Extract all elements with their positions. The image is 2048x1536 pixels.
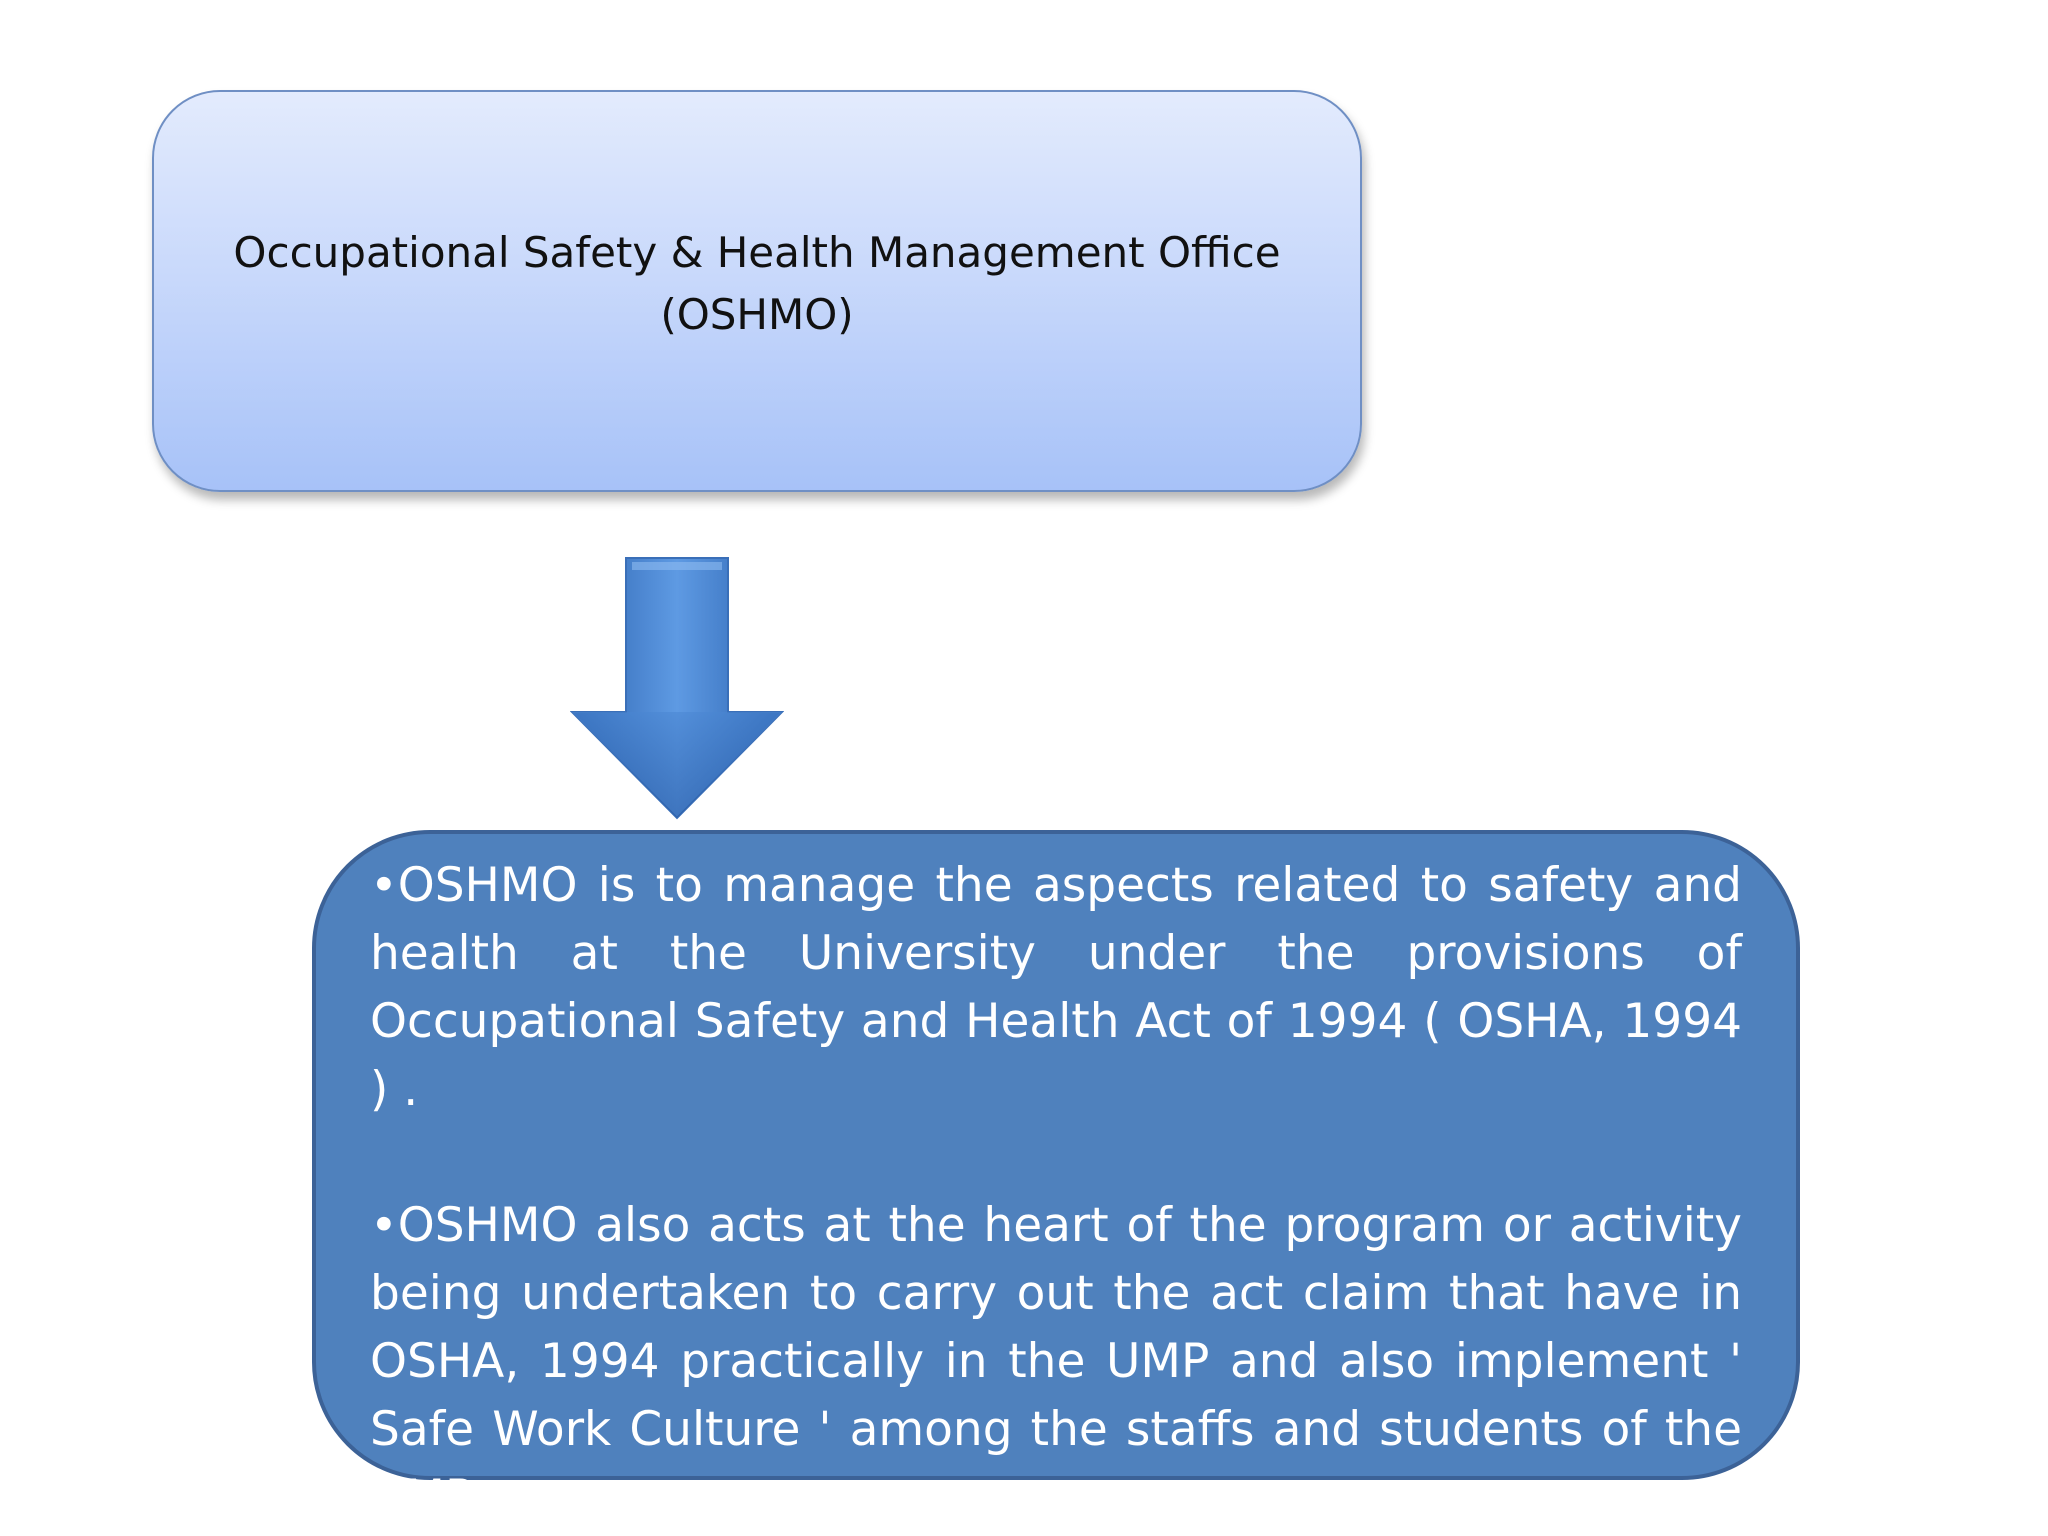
oshmo-title-box: [152, 90, 1362, 492]
description-paragraph: •OSHMO also acts at the heart of the program or activity being undertaken to carry out the act claim that have in OSHA, 1994 practically in the UMP and also implement ' Safe Work Culture ' among the staffs and students of the UMP .: [370, 1198, 1742, 1525]
down-arrow-icon: [570, 556, 784, 820]
description-paragraph: •OSHMO is to manage the aspects related to safety and health at the University under the provisions of Occupational Safety and Health Act of 1994 ( OSHA, 1994 ) .: [370, 858, 1742, 1117]
office-name: Occupational Safety & Health Management Office: [233, 228, 1281, 277]
oshmo-description-box: [312, 830, 1800, 1525]
office-acronym: (OSHMO): [660, 290, 854, 339]
